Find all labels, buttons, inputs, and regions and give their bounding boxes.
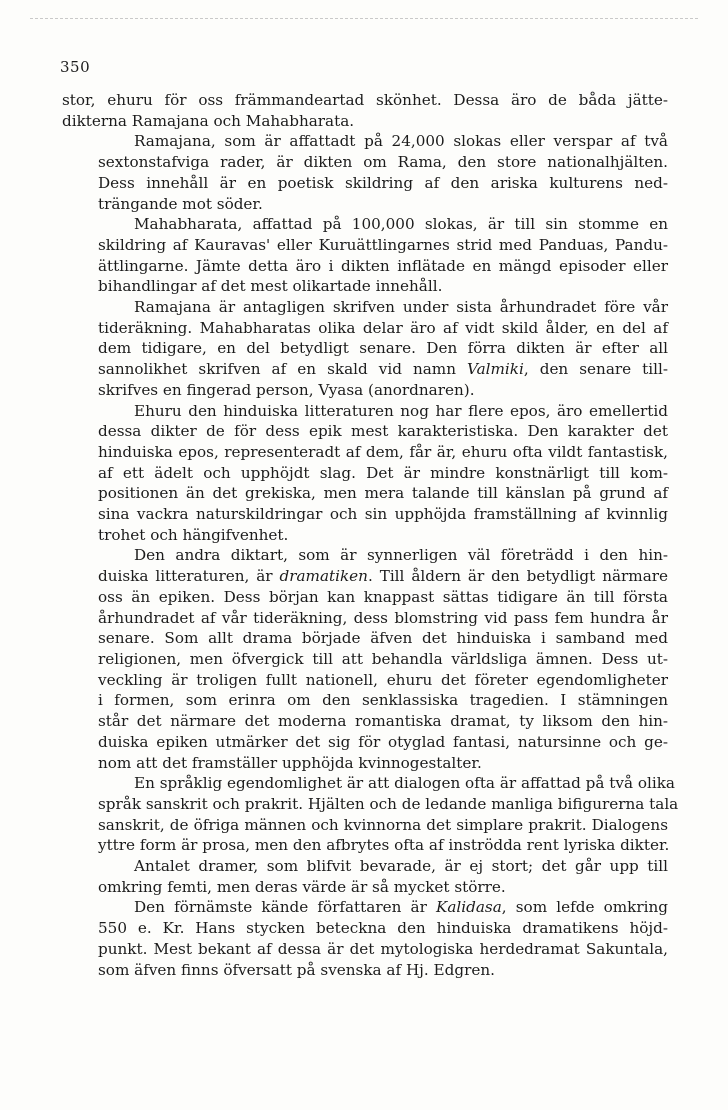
page-number: 350 xyxy=(60,58,91,76)
text-run: sannolikhet skrifven af en skald vid namn xyxy=(98,360,468,379)
emphasized-name: dramatiken xyxy=(279,567,368,586)
text-line xyxy=(62,877,668,898)
text-line xyxy=(62,338,668,359)
text-run: skildring af Kauravas' eller Kuruättlingarnes strid med Panduas, Pandu- xyxy=(98,235,668,254)
text-line xyxy=(62,545,668,566)
text-line xyxy=(62,608,668,629)
text-run: dessa dikter de för dess epik mest karakteristiska. Den karakter det xyxy=(98,422,668,441)
text-run: , den senare till- xyxy=(523,360,668,379)
text-run: står det närmare det moderna romantiska dramat, ty liksom den hin- xyxy=(98,712,668,731)
text-line xyxy=(62,690,668,711)
text-line xyxy=(62,214,668,235)
emphasized-name: Kalidasa xyxy=(436,898,502,917)
text-run: trohet och hängifvenhet. xyxy=(98,525,289,544)
emphasized-name: Valmiki xyxy=(467,360,524,379)
text-line xyxy=(62,628,668,649)
text-line xyxy=(62,856,668,877)
paragraph xyxy=(62,897,668,980)
text-run: positionen än det grekiska, men mera talande till känslan på grund af xyxy=(98,484,668,503)
text-run: veckling är troligen fullt nationell, ehuru det företer egendomligheter xyxy=(98,670,668,689)
text-line xyxy=(62,421,668,442)
text-line xyxy=(62,587,668,608)
text-run: duiska litteraturen, är xyxy=(98,567,280,586)
text-line xyxy=(62,90,668,111)
paragraph xyxy=(62,773,679,856)
text-run: hinduiska epos, representeradt af dem, får är, ehuru ofta vildt fantastisk, xyxy=(98,442,668,461)
paragraph xyxy=(62,90,668,131)
text-run: tideräkning. Mahabharatas olika delar äro af vidt skild ålder, en del af xyxy=(98,318,668,337)
text-run: trängande mot söder. xyxy=(98,194,263,213)
text-line xyxy=(62,918,668,939)
paragraph xyxy=(62,131,668,214)
text-line xyxy=(62,483,668,504)
paragraph xyxy=(62,297,668,401)
text-line xyxy=(62,897,668,918)
text-run: oss än epiken. Dess början kan knappast sättas tidigare än till första xyxy=(98,587,668,606)
paragraph xyxy=(62,545,668,773)
text-run: Ramajana, som är affattadt på 24,000 slokas eller verspar af två xyxy=(134,132,668,151)
text-line xyxy=(62,566,668,587)
text-line xyxy=(62,194,668,215)
text-run: Mahabharata, affattad på 100,000 slokas, är till sin stomme en xyxy=(134,215,668,234)
text-run: som äfven finns öfversatt på svenska af Hj. Edgren. xyxy=(98,960,495,979)
text-line xyxy=(62,463,668,484)
text-line xyxy=(62,753,668,774)
text-line xyxy=(62,442,668,463)
text-run: omkring femti, men deras värde är så mycket större. xyxy=(98,877,506,896)
text-line xyxy=(62,235,668,256)
text-run: Ehuru den hinduiska litteraturen nog har flere epos, äro emellertid xyxy=(134,401,668,420)
text-run: 550 e. Kr. Hans stycken beteckna den hinduiska dramatikens höjd- xyxy=(98,919,668,938)
text-line xyxy=(62,939,668,960)
text-run: i formen, som erinra om den senklassiska tragedien. I stämningen xyxy=(98,691,668,710)
text-run: sextonstafviga rader, är dikten om Rama, den store nationalhjälten. xyxy=(98,153,668,172)
paragraph xyxy=(62,401,668,546)
text-run: duiska epiken utmärker det sig för otyglad fantasi, natursinne och ge- xyxy=(98,732,668,751)
text-line xyxy=(62,297,668,318)
text-run: En språklig egendomlighet är att dialogen ofta är affattad på två olika xyxy=(134,774,675,793)
text-line xyxy=(62,525,668,546)
text-run: religionen, men öfvergick till att behandla världsliga ämnen. Dess ut- xyxy=(98,649,668,668)
text-line xyxy=(62,504,668,525)
text-line xyxy=(62,960,668,981)
text-run: Den andra diktart, som är synnerligen väl företrädd i den hin- xyxy=(134,546,668,565)
text-run: århundradet af vår tideräkning, dess blomstring vid pass fem hundra år xyxy=(98,608,668,627)
text-run: bihandlingar af det mest olikartade innehåll. xyxy=(98,277,443,296)
text-run: sanskrit, de öfriga männen och kvinnorna det simplare prakrit. Dialogens xyxy=(98,815,668,834)
text-line xyxy=(62,276,668,297)
text-line xyxy=(62,401,668,422)
text-run: nom att det framställer upphöjda kvinnogestalter. xyxy=(98,753,482,772)
text-run: sina vackra naturskildringar och sin upphöjda framställning af kvinnlig xyxy=(98,505,668,524)
text-line xyxy=(62,111,668,132)
text-run: punkt. Mest bekant af dessa är det mytologiska herdedramat Sakuntala, xyxy=(98,939,668,958)
text-line xyxy=(62,649,668,670)
text-run: dikterna Ramajana och Mahabharata. xyxy=(62,111,355,130)
text-line xyxy=(62,835,668,856)
text-run: Den förnämste kände författaren är xyxy=(134,898,437,917)
text-run: ättlingarne. Jämte detta äro i dikten inflätade en mängd episoder eller xyxy=(98,256,668,275)
text-line xyxy=(62,711,668,732)
text-run: dem tidigare, en del betydligt senare. Den förra dikten är efter all xyxy=(98,339,668,358)
paragraph xyxy=(62,214,668,297)
text-line xyxy=(62,359,668,380)
text-line xyxy=(62,131,668,152)
text-run: yttre form är prosa, men den afbrytes ofta af inströdda rent lyriska dikter. xyxy=(98,836,670,855)
text-line xyxy=(62,256,668,277)
text-line xyxy=(62,152,668,173)
text-run: senare. Som allt drama började äfven det hinduiska i samband med xyxy=(98,629,668,648)
paragraph xyxy=(62,856,668,897)
text-run: Ramajana är antagligen skrifven under sista århundradet före vår xyxy=(134,298,668,317)
text-run: stor, ehuru för oss främmandeartad skönhet. Dessa äro de båda jätte- xyxy=(62,91,668,109)
text-run: . Till åldern är den betydligt närmare xyxy=(367,567,668,586)
text-run: , som lefde omkring xyxy=(501,898,668,917)
text-line xyxy=(62,173,668,194)
text-line xyxy=(62,773,675,794)
text-line xyxy=(62,815,668,836)
text-line xyxy=(62,732,668,753)
text-line xyxy=(62,794,679,815)
text-line xyxy=(62,380,668,401)
text-run: språk sanskrit och prakrit. Hjälten och de ledande manliga bifigurerna tala xyxy=(98,794,679,813)
text-run: af ett ädelt och upphöjdt slag. Det är mindre konstnärligt till kom- xyxy=(98,463,668,482)
text-run: skrifves en fingerad person, Vyasa (anordnaren). xyxy=(98,380,475,399)
text-line xyxy=(62,670,668,691)
top-edge-rule xyxy=(30,18,698,19)
text-line xyxy=(62,318,668,339)
text-run: Antalet dramer, som blifvit bevarade, är ej stort; det går upp till xyxy=(134,857,668,876)
body-text xyxy=(62,90,679,980)
text-run: Dess innehåll är en poetisk skildring af den ariska kulturens ned- xyxy=(98,173,668,192)
